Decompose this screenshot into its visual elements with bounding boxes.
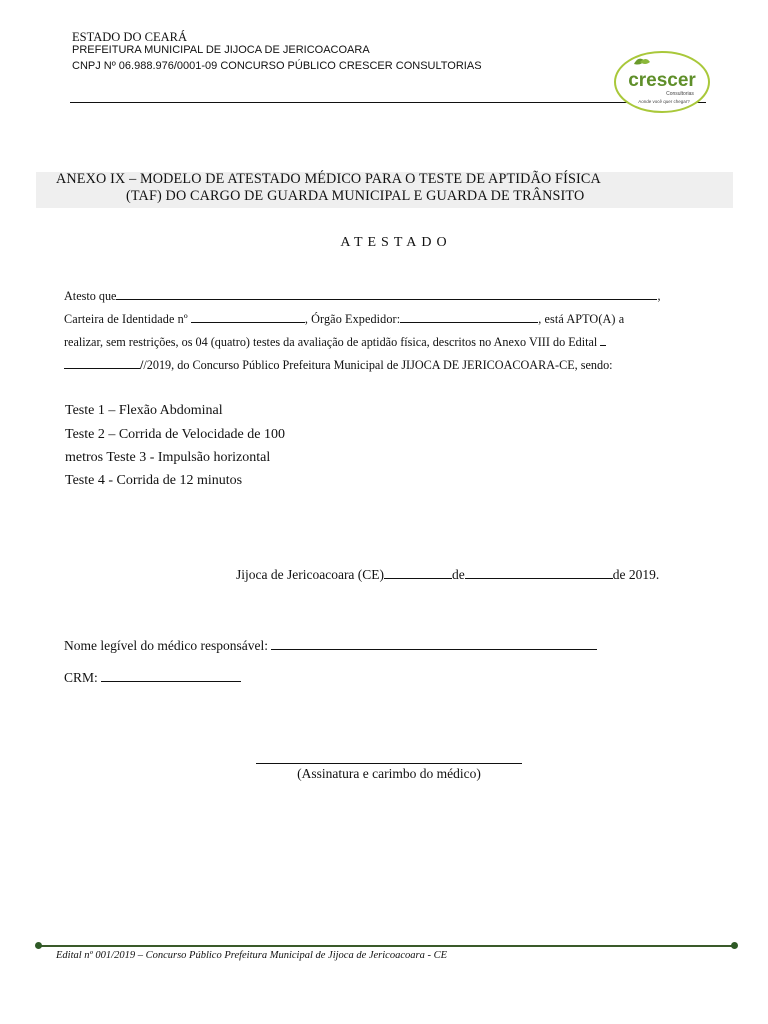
logo-sub: Consultorias: [666, 91, 694, 97]
test-item-1: Teste 1 – Flexão Abdominal: [65, 403, 223, 418]
document-title: ATESTADO: [340, 235, 452, 250]
identidade-blank: [191, 311, 305, 323]
header-prefeitura: PREFEITURA MUNICIPAL DE JIJOCA DE JERICOACOARA: [72, 44, 370, 56]
footer-dot-left: [35, 942, 42, 949]
footer-text: Edital nº 001/2019 – Concurso Público Prefeitura Municipal de Jijoca de Jericoacoara - CE: [56, 950, 448, 961]
realizar-line: [64, 334, 606, 350]
crm-line: [64, 670, 241, 686]
header-divider: [70, 102, 706, 103]
signature-line: [256, 763, 522, 764]
day-blank: [384, 567, 452, 579]
medico-nome-label: Nome legível do médico responsável:: [64, 638, 268, 653]
orgao-label: , Órgão Expedidor:: [304, 312, 401, 326]
edital-blank: [64, 357, 140, 369]
apto-label: , está APTO(A) a: [538, 312, 625, 326]
date-de2: de 2019.: [612, 567, 660, 582]
carteira-label: Carteira de Identidade nº: [64, 312, 188, 326]
month-blank: [465, 567, 613, 579]
header-state: ESTADO DO CEARÁ: [72, 30, 187, 44]
date-place: Jijoca de Jericoacoara (CE): [236, 567, 385, 582]
footer-dot-right: [731, 942, 738, 949]
orgao-blank: [400, 311, 538, 323]
crm-blank: [101, 670, 241, 682]
header-cnpj: CNPJ Nº 06.988.976/0001-09 CONCURSO PÚBLICO CRESCER CONSULTORIAS: [72, 60, 482, 72]
annex-title-line2: (TAF) DO CARGO DE GUARDA MUNICIPAL E GUARDA DE TRÂNSITO: [126, 188, 585, 204]
edital-line: //2019, do Concurso Público Prefeitura Municipal de JIJOCA DE JERICOACOARA-CE, sendo:: [64, 357, 613, 373]
signature-caption: (Assinatura e carimbo do médico): [297, 766, 481, 781]
atesto-label: Atesto que: [64, 289, 117, 303]
carteira-line: [64, 311, 624, 327]
name-blank: [116, 288, 657, 300]
crescer-logo: [612, 50, 712, 114]
realizar-text: realizar, sem restrições, os 04 (quatro) testes da avaliação de aptidão física, descritos no Anexo VIII do Edital: [64, 335, 598, 349]
test-item-2: Teste 2 – Corrida de Velocidade de 100: [65, 427, 285, 442]
medico-nome-blank: [271, 638, 597, 650]
annex-title-line1: ANEXO IX – MODELO DE ATESTADO MÉDICO PARA O TESTE DE APTIDÃO FÍSICA: [56, 171, 601, 187]
test-item-4: Teste 4 - Corrida de 12 minutos: [65, 473, 243, 488]
date-de1: de: [452, 567, 465, 582]
footer-divider: [38, 945, 735, 947]
logo-name: crescer: [628, 70, 696, 91]
edital-text: /2019, do Concurso Público Prefeitura Municipal de JIJOCA DE JERICOACOARA-CE, sendo:: [143, 358, 613, 372]
medico-nome-line: [64, 638, 597, 654]
atesto-line: Atesto que ,: [64, 289, 661, 303]
logo-tagline: Aonde você quer chegar?: [638, 99, 690, 104]
test-item-3: metros Teste 3 - Impulsão horizontal: [65, 450, 271, 465]
date-line: [236, 567, 659, 583]
crm-label: CRM:: [64, 670, 98, 685]
